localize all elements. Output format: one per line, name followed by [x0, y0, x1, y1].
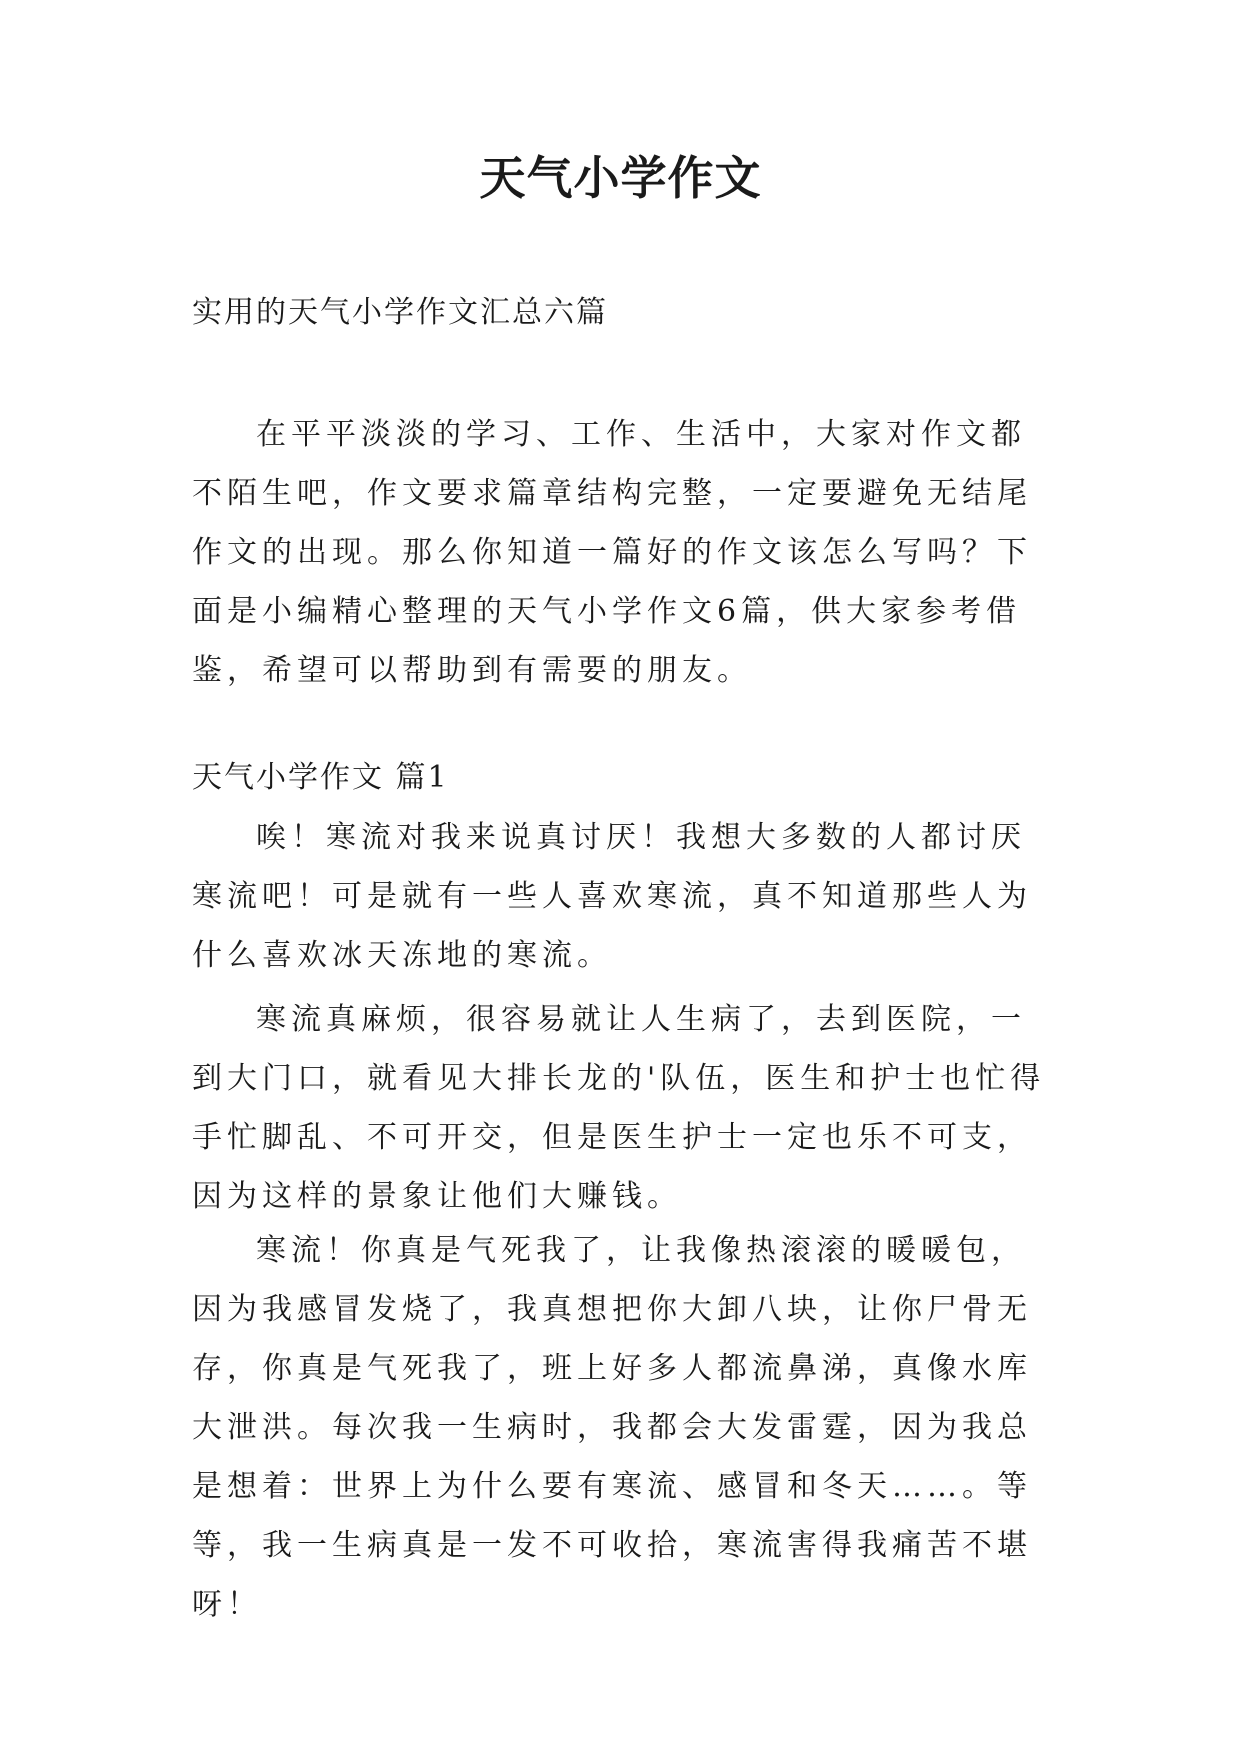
section-heading: 天气小学作文 篇1	[192, 760, 449, 795]
intro-paragraph: 在平平淡淡的学习、工作、生活中，大家对作文都不陌生吧，作文要求篇章结构完整，一定要避免无结尾作文的出现。那么你知道一篇好的作文该怎么写吗？下面是小编精心整理的天气小学作文6篇，供大家参考借鉴，希望可以帮助到有需要的朋友。	[192, 417, 1032, 688]
body-paragraph-1: 唉！寒流对我来说真讨厌！我想大多数的人都讨厌寒流吧！可是就有一些人喜欢寒流，真不知道那些人为什么喜欢冰天冻地的寒流。	[192, 820, 1032, 973]
document-title: 天气小学作文	[479, 151, 762, 205]
body-paragraph-2: 寒流真麻烦，很容易就让人生病了，去到医院，一到大门口，就看见大排长龙的'队伍，医生和护士也忙得手忙脚乱、不可开交，但是医生护士一定也乐不可支，因为这样的景象让他们大赚钱。	[192, 1002, 1046, 1214]
body-paragraph-3: 寒流！你真是气死我了，让我像热滚滚的暖暖包，因为我感冒发烧了，我真想把你大卸八块，让你尸骨无存，你真是气死我了，班上好多人都流鼻涕，真像水库 大泄洪。每次我一生病时，我都会大发雷霆，因为我总是想着：世界上为什么要有寒流、感冒和冬天……。等等，我一生病真是一发不可收拾，寒流害得我痛苦不堪 呀！	[192, 1233, 1032, 1622]
document-subtitle: 实用的天气小学作文汇总六篇	[192, 295, 608, 330]
